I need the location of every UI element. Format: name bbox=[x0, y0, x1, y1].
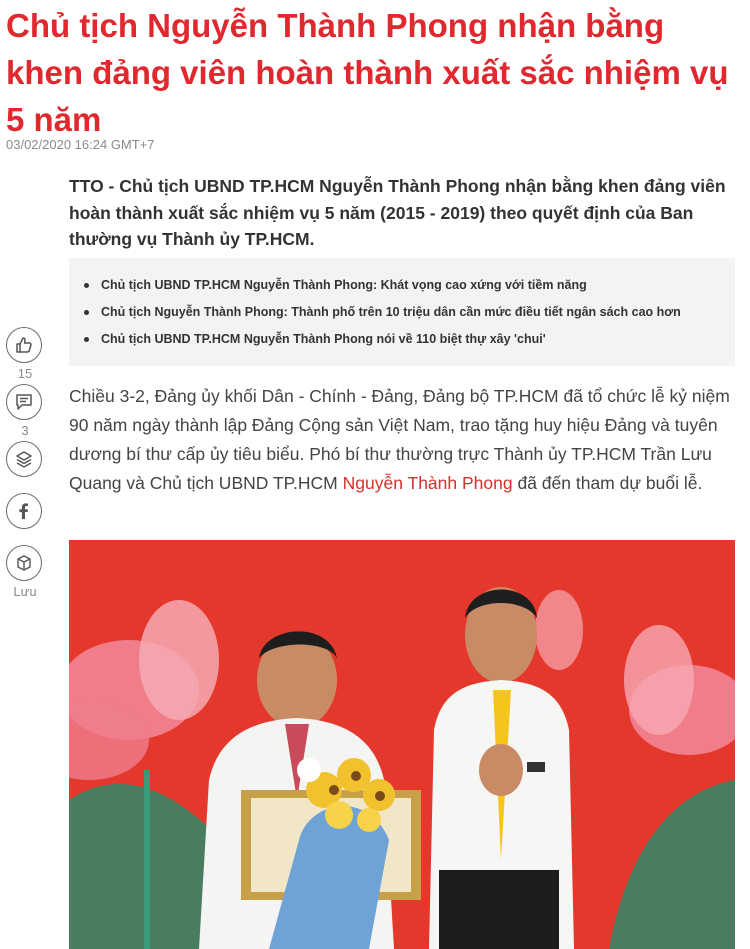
ceremony-photo-illustration bbox=[69, 540, 735, 949]
comment-button[interactable] bbox=[6, 384, 42, 420]
article-photo bbox=[69, 540, 735, 949]
facebook-share-button[interactable] bbox=[6, 493, 42, 529]
article-title: Chủ tịch Nguyễn Thành Phong nhận bằng khen đảng viên hoàn thành xuất sắc nhiệm vụ 5 năm bbox=[6, 7, 729, 138]
facebook-icon bbox=[14, 501, 34, 521]
person-link[interactable]: Nguyễn Thành Phong bbox=[342, 473, 513, 493]
like-count: 15 bbox=[17, 366, 33, 381]
related-link[interactable]: Chủ tịch UBND TP.HCM Nguyễn Thành Phong nói về 110 biệt thự xây 'chui' bbox=[81, 326, 735, 353]
body-text-part: đã đến tham dự buổi lễ. bbox=[512, 473, 703, 493]
comment-count: 3 bbox=[21, 423, 29, 438]
save-button[interactable] bbox=[6, 545, 42, 581]
publish-date: 03/02/2020 16:24 GMT+7 bbox=[6, 137, 155, 152]
social-sidebar bbox=[6, 327, 44, 602]
comment-icon bbox=[14, 392, 34, 412]
article-body bbox=[69, 382, 739, 498]
related-link[interactable]: Chủ tịch Nguyễn Thành Phong: Thành phố trên 10 triệu dân cần mức điều tiết ngân sách cao hơn bbox=[81, 299, 735, 326]
save-box-icon bbox=[14, 553, 34, 573]
related-link[interactable]: Chủ tịch UBND TP.HCM Nguyễn Thành Phong: Khát vọng cao xứng với tiềm năng bbox=[81, 272, 735, 299]
article-lead: TTO - Chủ tịch UBND TP.HCM Nguyễn Thành Phong nhận bằng khen đảng viên hoàn thành xuất sắc nhiệm vụ 5 năm (2015 - 2019) theo quyết định của Ban thường vụ Thành ủy TP.HCM. bbox=[69, 176, 726, 249]
thumbs-up-icon bbox=[14, 335, 34, 355]
save-label: Lưu bbox=[13, 584, 37, 599]
layers-icon bbox=[14, 449, 34, 469]
like-button[interactable] bbox=[6, 327, 42, 363]
body-text-part: Chiều 3-2, Đảng ủy khối Dân - Chính - Đảng, Đảng bộ TP.HCM đã tổ chức lễ kỷ niệm 90 năm ngày thành lập Đảng Cộng sản Việt Nam, trao tặng huy hiệu Đảng và tuyên dương bí thư cấp ủy tiêu biểu. Phó bí thư thường trực Thành ủy TP.HCM Trần Lưu Quang và Chủ tịch UBND TP.HCM bbox=[69, 386, 730, 493]
share-layers-button[interactable] bbox=[6, 441, 42, 477]
related-links-box bbox=[69, 258, 735, 366]
